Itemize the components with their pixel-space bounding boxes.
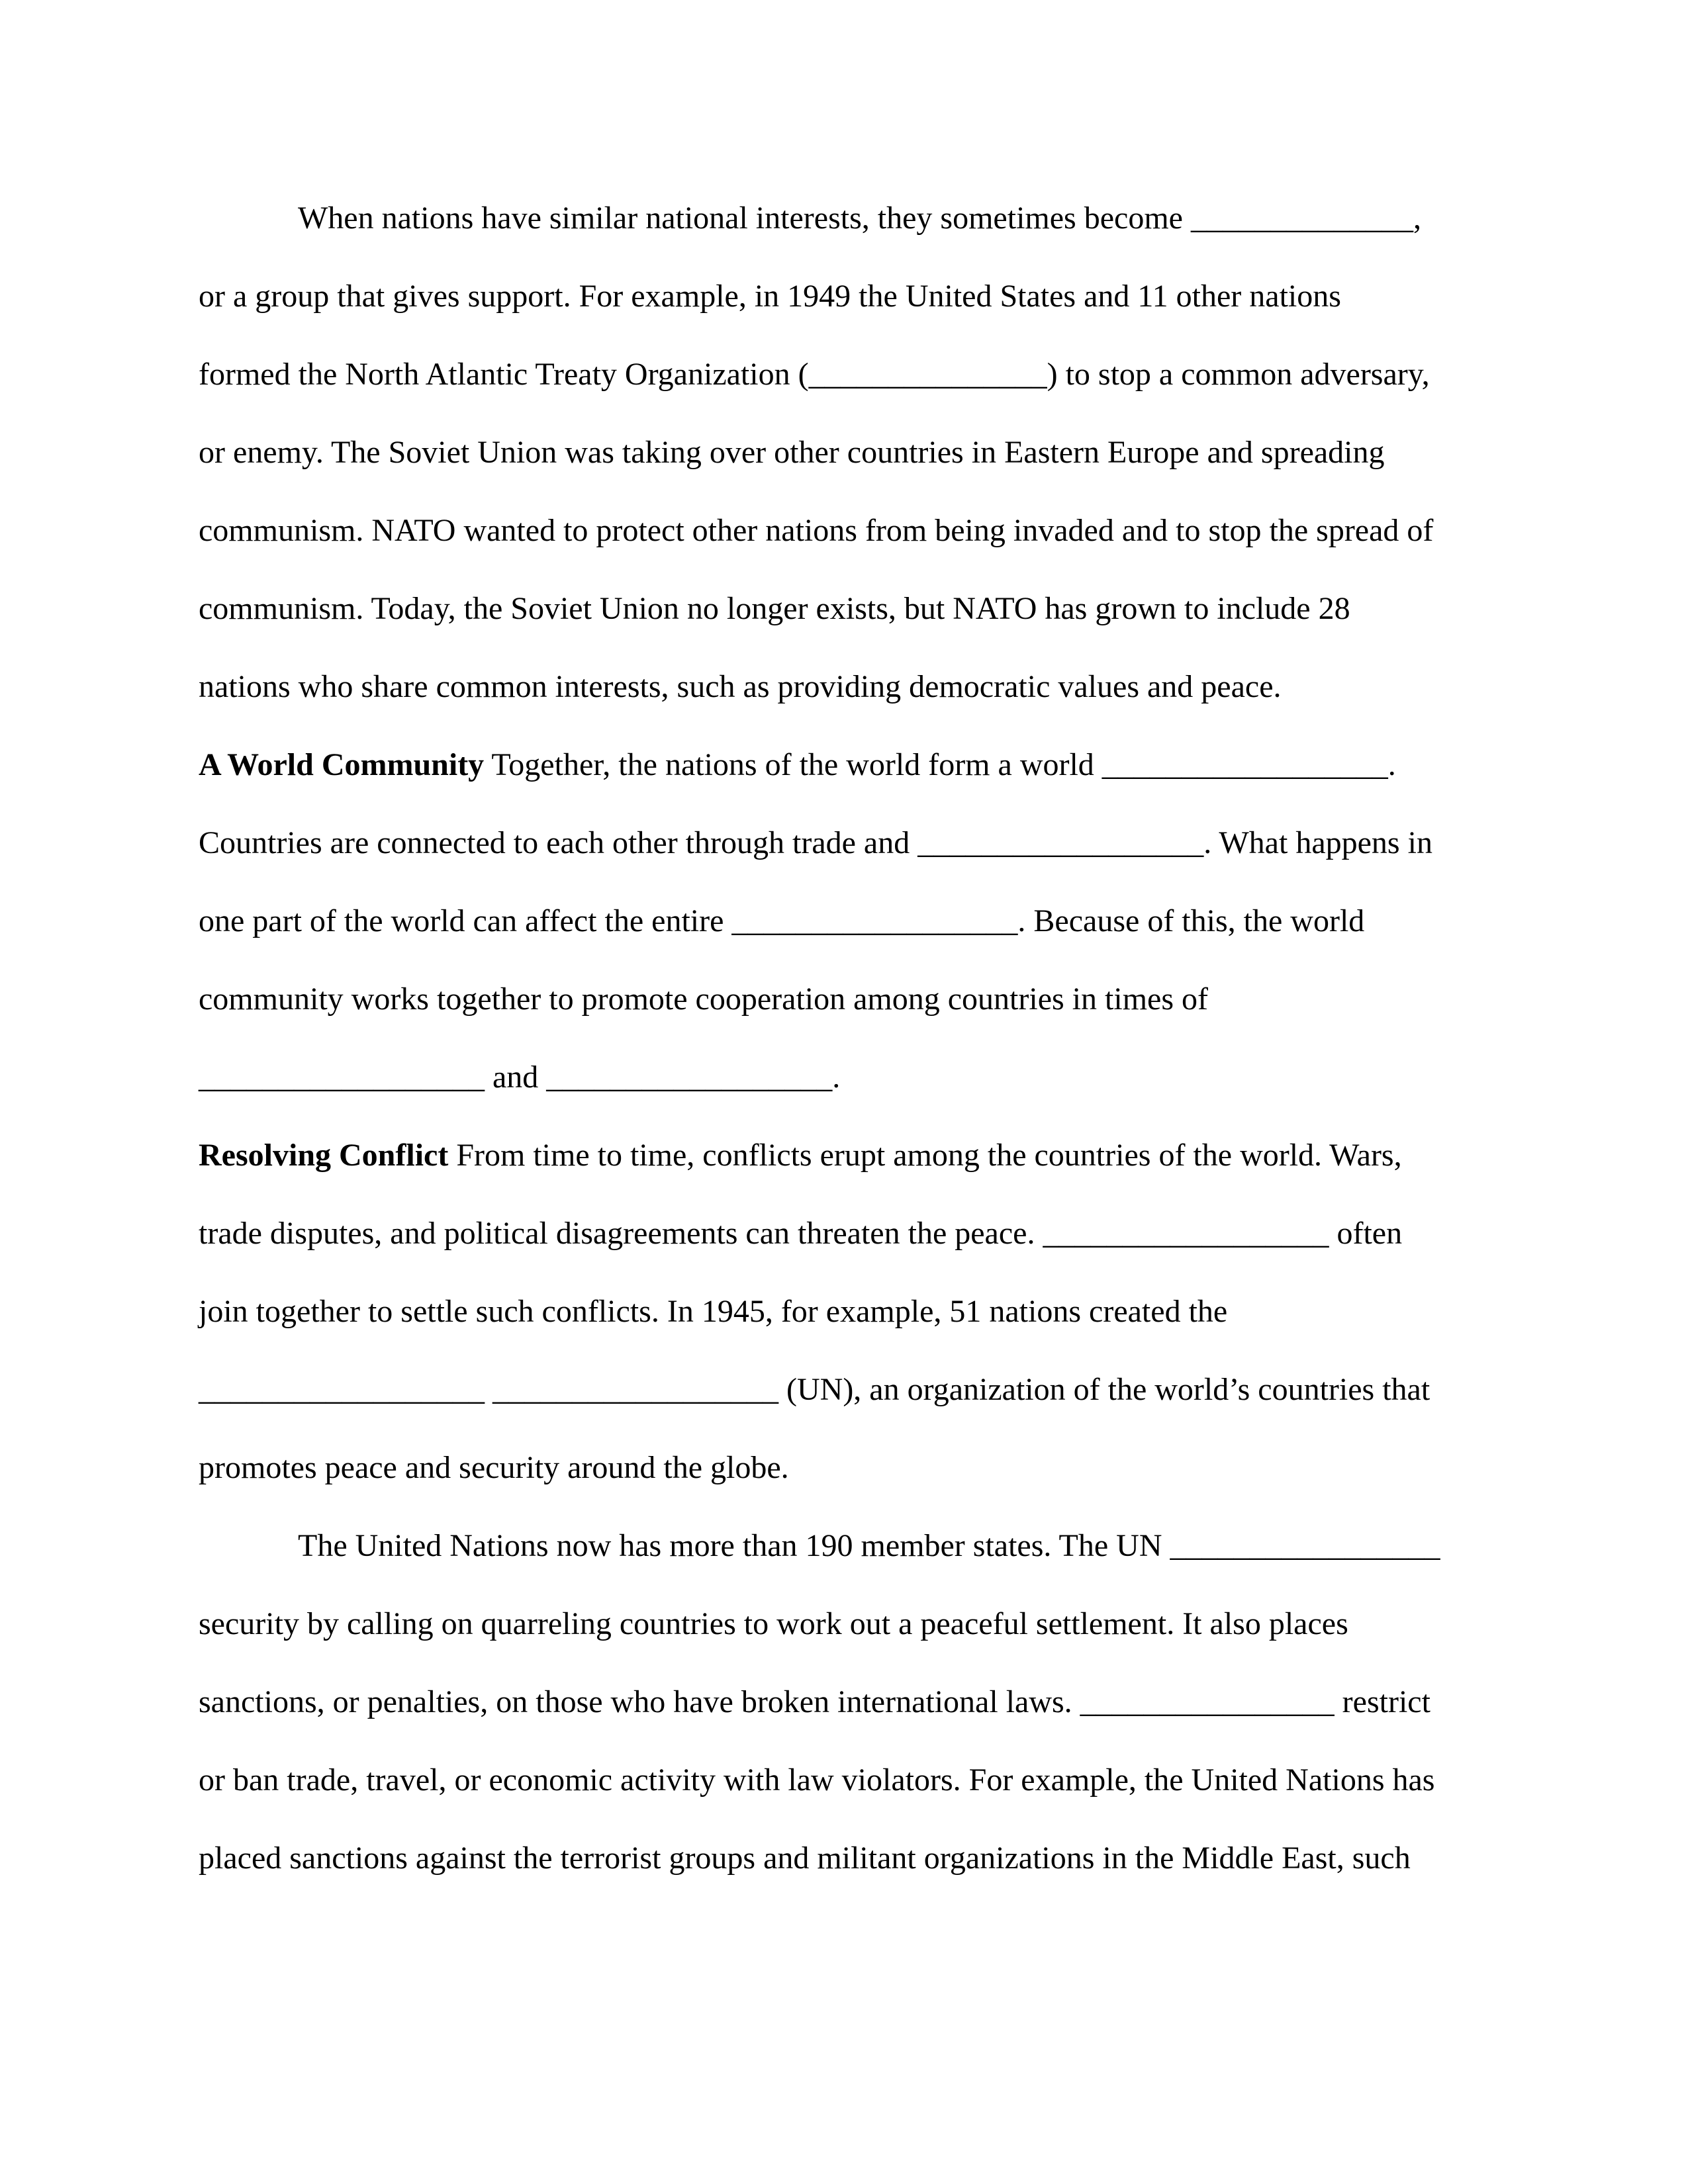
section-line-resolving-conflict — [199, 1136, 1402, 1175]
text-line: When nations have similar national interests, they sometimes become ______________, — [298, 201, 1421, 236]
text-line: Countries are connected to each other through trade and __________________. What happens in — [199, 825, 1432, 860]
text-line: formed the North Atlantic Treaty Organization (_______________) to stop a common adversary, — [199, 357, 1430, 392]
text-line: trade disputes, and political disagreements can threaten the peace. __________________ often — [199, 1216, 1403, 1251]
heading-resolving-conflict: Resolving Conflict — [199, 1138, 449, 1173]
text-line: __________________ __________________ (UN), an organization of the world’s countries that — [199, 1372, 1430, 1407]
text-run: From time to time, conflicts erupt among the countries of the world. Wars, — [456, 1138, 1402, 1173]
text-line: nations who share common interests, such as providing democratic values and peace. — [199, 669, 1282, 704]
text-line: The United Nations now has more than 190 member states. The UN _________________ — [298, 1528, 1440, 1563]
text-line: community works together to promote cooperation among countries in times of — [199, 981, 1209, 1017]
heading-world-community: A World Community — [199, 747, 485, 782]
text-line: sanctions, or penalties, on those who have broken international laws. ________________ restrict — [199, 1684, 1430, 1719]
text-line: communism. Today, the Soviet Union no longer exists, but NATO has grown to include 28 — [199, 591, 1350, 626]
text-line: or enemy. The Soviet Union was taking over other countries in Eastern Europe and spreading — [199, 435, 1385, 470]
text-line: promotes peace and security around the globe. — [199, 1450, 789, 1485]
text-line: join together to settle such conflicts. In 1945, for example, 51 nations created the — [199, 1294, 1228, 1329]
text-line: __________________ and __________________. — [199, 1060, 841, 1095]
section-line-world-community — [199, 745, 1396, 785]
text-line: placed sanctions against the terrorist groups and militant organizations in the Middle East, such — [199, 1841, 1411, 1876]
text-line: communism. NATO wanted to protect other nations from being invaded and to stop the spread of — [199, 513, 1434, 548]
text-run: Together, the nations of the world form a world __________________. — [491, 747, 1396, 782]
text-line: security by calling on quarreling countries to work out a peaceful settlement. It also places — [199, 1606, 1348, 1641]
text-line: one part of the world can affect the entire __________________. Because of this, the world — [199, 903, 1365, 938]
text-line: or ban trade, travel, or economic activity with law violators. For example, the United Nations has — [199, 1762, 1435, 1797]
text-line: or a group that gives support. For example, in 1949 the United States and 11 other nations — [199, 279, 1341, 314]
